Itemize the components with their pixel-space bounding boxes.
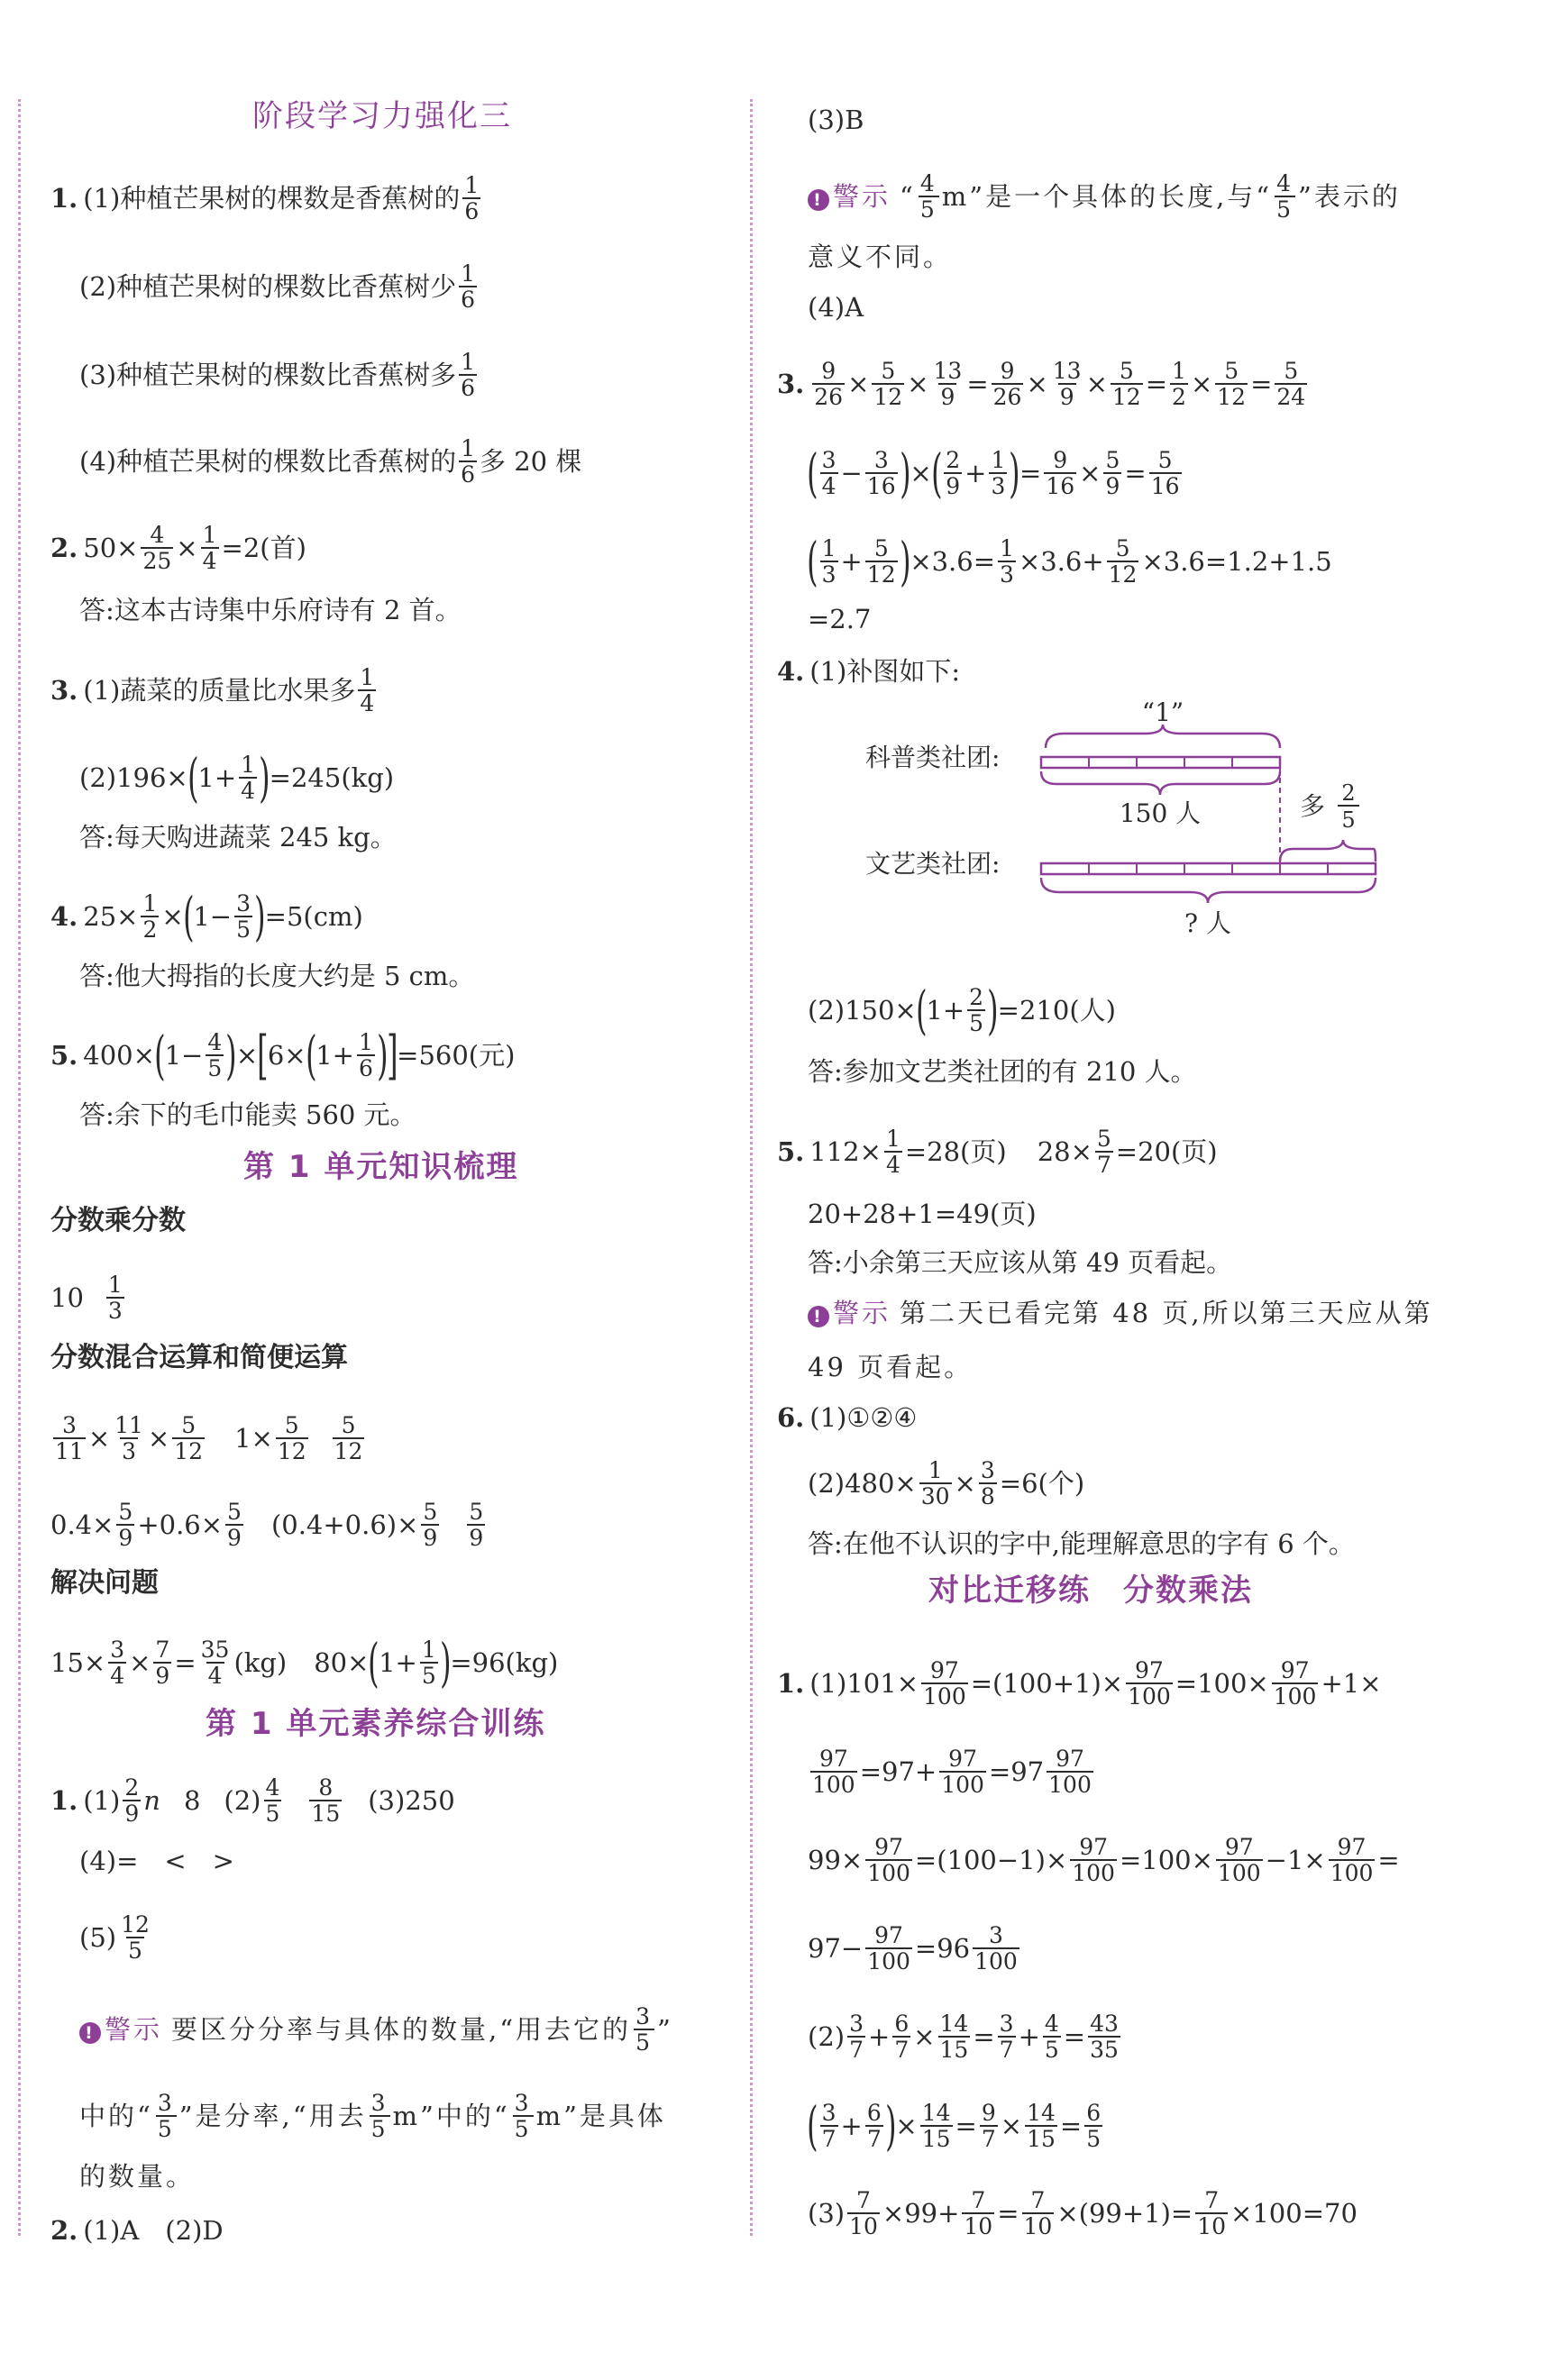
bracket: [ — [257, 1025, 269, 1086]
bracket: ( — [930, 442, 943, 504]
fraction: $\frac{3}{16}$ — [866, 447, 896, 499]
text: 1+ — [197, 762, 237, 793]
fraction: $\frac{3}{7}$ — [849, 2011, 864, 2063]
text: =245(kg) — [269, 762, 395, 793]
bracket: ( — [305, 1025, 317, 1086]
s2-line1: $\frac{3}{11}$ × $\frac{11}{3}$ × $\frac{5}{12}$ 1× $\frac{5}{12}$ $\frac{5}{12}$ — [55, 1412, 363, 1464]
fraction: $\frac{1}{2}$ — [1172, 358, 1186, 410]
arts-bar — [1041, 863, 1376, 874]
text: × — [161, 901, 184, 932]
diagram-label-science: 科普类社团: — [865, 743, 1001, 772]
q3-line4: =2.7 — [808, 604, 872, 634]
q3-line2 — [79, 747, 395, 808]
fraction: $\frac{5}{9}$ — [227, 1499, 242, 1551]
fraction: $\frac{5}{12}$ — [174, 1412, 204, 1464]
warning-label: 警示 — [833, 1298, 891, 1328]
fraction: $\frac{11}{3}$ — [114, 1412, 143, 1464]
diagram-question-label: ? 人 — [1184, 908, 1231, 938]
fraction: $\frac{1}{6}$ — [461, 435, 475, 488]
fraction: $\frac{1}{4}$ — [885, 1126, 900, 1178]
text: 15× — [50, 1647, 106, 1678]
q4-answer: 答:参加文艺类社团的有 210 人。 — [808, 1056, 1197, 1087]
bracket: ( — [182, 886, 195, 947]
q3-answer: 答:每天购进蔬菜 245 kg。 — [79, 822, 397, 853]
subheading: 解决问题 — [50, 1567, 159, 1599]
bracket: ( — [807, 2095, 818, 2157]
t2-line — [50, 2215, 224, 2246]
fraction: $\frac{97}{100}$ — [867, 1922, 910, 1974]
fraction: $\frac{35}{4}$ — [200, 1637, 230, 1689]
subheading: 分数混合运算和简便运算 — [50, 1342, 348, 1373]
text: 多 20 棵 — [480, 446, 582, 477]
q-number: 2. — [50, 533, 78, 563]
fraction: $\frac{97}{100}$ — [1128, 1657, 1171, 1710]
fraction: $\frac{3}{100}$ — [974, 1922, 1018, 1974]
q-number: 1. — [50, 1785, 78, 1816]
text: 1− — [164, 1040, 204, 1071]
text: (1)种植芒果树的棵数是香蕉树的 — [83, 183, 461, 214]
text: +0.6× — [137, 1509, 224, 1540]
q1-line2 — [79, 261, 480, 312]
c1-line3: 99× $\frac{97}{100}$ =(100−1)× $\frac{97}{100}$ =100× $\frac{97}{100}$ −1× $\frac{97}{100}$ = — [808, 1834, 1400, 1886]
fraction: $\frac{97}{100}$ — [1273, 1657, 1317, 1710]
text: 1+ — [379, 1647, 417, 1678]
text: m”是一个具体的长度,与“ — [941, 181, 1273, 212]
fraction: $\frac{3}{5}$ — [370, 2090, 389, 2142]
t1-line3 — [79, 1912, 154, 1963]
text: m”中的“ — [392, 2101, 510, 2131]
fraction: $\frac{4}{5}$ — [1044, 2011, 1059, 2063]
fraction: $\frac{1}{3}$ — [821, 535, 836, 588]
fraction: $\frac{1}{6}$ — [461, 349, 475, 401]
q2-line — [50, 523, 306, 573]
text: =560(元) — [397, 1040, 516, 1071]
warning-note-1-line3: 的数量。 — [79, 2161, 196, 2192]
diagram-one-label: “1” — [1141, 698, 1184, 727]
fraction: $\frac{97}{100}$ — [867, 1834, 910, 1886]
fraction: $\frac{12}{5}$ — [121, 1911, 150, 1964]
bracket: ] — [386, 1025, 398, 1086]
text: 第二天已看完第 48 页,所以第三天应从第 — [900, 1298, 1433, 1328]
diagram-more-label: 多 — [1300, 791, 1326, 821]
fraction: $\frac{5}{9}$ — [1105, 447, 1120, 499]
fraction: $\frac{5}{12}$ — [1108, 535, 1138, 588]
fraction: $\frac{3}{5}$ — [157, 2090, 175, 2142]
alert-icon: ! — [808, 1306, 829, 1327]
q6-line1: 6. (1)①②④ — [777, 1402, 918, 1433]
fraction: $\frac{9}{16}$ — [1046, 447, 1075, 499]
q-number: 1. — [50, 183, 78, 214]
bracket: ) — [899, 442, 911, 504]
q-number: 1. — [777, 1668, 805, 1699]
fraction: $\frac{5}{12}$ — [277, 1412, 306, 1464]
bracket: ) — [376, 1025, 389, 1086]
bracket: ) — [987, 980, 999, 1041]
fraction: $\frac{3}{4}$ — [821, 447, 836, 499]
fraction: $\frac{5}{12}$ — [1111, 358, 1141, 410]
fraction: $\frac{1}{30}$ — [920, 1457, 950, 1509]
q5-line — [50, 1025, 516, 1086]
brace-more — [1280, 840, 1376, 862]
text: =2(首) — [221, 533, 306, 563]
fraction: $\frac{97}{100}$ — [1048, 1746, 1092, 1798]
text: × — [235, 1040, 259, 1071]
fraction: $\frac{7}{10}$ — [964, 2187, 993, 2239]
fraction: $\frac{13}{9}$ — [1052, 358, 1082, 410]
fraction: $\frac{97}{100}$ — [812, 1746, 855, 1798]
q3-line1 — [50, 665, 379, 716]
c1-line5: (2) $\frac{3}{7}$ + $\frac{6}{7}$ × $\frac{14}{15}$ = $\frac{3}{7}$ + $\frac{4}{5}$ = $\frac{43}{35}$ — [808, 2011, 1119, 2063]
q4-answer: 答:他大拇指的长度大约是 5 cm。 — [79, 961, 475, 991]
text: ” — [656, 2014, 673, 2045]
c1-line1: 1. (1)101× $\frac{97}{100}$ =(100+1)× $\frac{97}{100}$ =100× $\frac{97}{100}$ +1× — [777, 1657, 1382, 1710]
text: 10 — [50, 1282, 84, 1313]
text: (3)种植芒果树的棵数比香蕉树多 — [79, 360, 457, 390]
q-number: 4. — [777, 656, 805, 687]
fraction: $\frac{97}{100}$ — [1217, 1834, 1261, 1886]
bracket: ) — [259, 747, 270, 808]
q1-line1 — [50, 173, 483, 223]
fraction: $\frac{7}{10}$ — [1197, 2187, 1227, 2239]
fraction: $\frac{6}{5}$ — [1086, 2100, 1102, 2152]
text: 1+ — [315, 1040, 354, 1071]
text: 400× — [83, 1040, 155, 1071]
fraction: $\frac{2}{5}$ — [969, 984, 984, 1036]
arts-ticks — [1089, 863, 1328, 874]
fraction: $\frac{7}{10}$ — [1023, 2187, 1053, 2239]
fraction: $\frac{3}{4}$ — [110, 1637, 125, 1689]
text: 8 — [183, 1785, 201, 1816]
text: 6× — [267, 1040, 306, 1071]
c1-line2: $\frac{97}{100}$ =97+ $\frac{97}{100}$ =97 $\frac{97}{100}$ — [812, 1746, 1092, 1798]
fraction: $\frac{5}{24}$ — [1276, 358, 1306, 410]
fraction: $\frac{5}{9}$ — [469, 1499, 484, 1551]
fraction: $\frac{3}{7}$ — [821, 2100, 836, 2152]
warning-note-2-line2: 意义不同。 — [808, 242, 953, 272]
text: 1− — [193, 901, 233, 932]
bracket: ) — [439, 1632, 452, 1693]
s1-values — [50, 1272, 127, 1323]
bracket: ( — [915, 980, 928, 1041]
fraction: $\frac{8}{15}$ — [311, 1774, 341, 1827]
fraction: $\frac{5}{12}$ — [1217, 358, 1247, 410]
fraction: $\frac{1}{4}$ — [202, 522, 217, 574]
bracket: ) — [225, 1025, 237, 1086]
fraction: $\frac{4}{5}$ — [1276, 170, 1294, 223]
r-3b: (3)B — [808, 105, 864, 135]
fraction: $\frac{4}{5}$ — [919, 170, 937, 223]
brace-top — [1046, 725, 1280, 748]
fraction: $\frac{6}{7}$ — [866, 2100, 882, 2152]
warning-label: 警示 — [105, 2014, 163, 2045]
text: ”表示的 — [1298, 181, 1401, 212]
science-ticks — [1089, 757, 1232, 768]
fraction: $\frac{4}{25}$ — [142, 522, 172, 574]
fraction: $\frac{14}{15}$ — [1027, 2100, 1056, 2152]
bracket: ) — [254, 886, 266, 947]
fraction: $\frac{9}{26}$ — [814, 358, 844, 410]
c1-line6: ( $\frac{3}{7}$ + $\frac{6}{7}$ ) × $\frac{14}{15}$ = $\frac{9}{7}$ × $\frac{14}{15}$ = $\frac{6}{5}$ — [807, 2095, 1102, 2157]
fraction: $\frac{97}{100}$ — [1072, 1834, 1115, 1886]
q4-line — [50, 886, 363, 947]
q-number: 3. — [777, 369, 805, 399]
fraction: $\frac{1}{4}$ — [360, 664, 375, 716]
fraction: $\frac{1}{4}$ — [241, 752, 256, 804]
column-divider — [750, 99, 753, 2236]
text: (kg) — [233, 1647, 288, 1678]
text: (2) — [224, 1785, 261, 1816]
diagram-frac-den: 5 — [1341, 807, 1356, 833]
r-4a: (4)A — [808, 292, 864, 323]
fraction: $\frac{97}{100}$ — [1330, 1834, 1374, 1886]
fraction: $\frac{1}{5}$ — [421, 1637, 436, 1689]
text: n — [143, 1785, 160, 1816]
q3-line3: ( $\frac{1}{3}$ + $\frac{5}{12}$ ) ×3.6= $\frac{1}{3}$ ×3.6+ $\frac{5}{12}$ ×3.6=1.2+1.5 — [807, 531, 1332, 592]
text: =5(cm) — [264, 901, 363, 932]
fraction: $\frac{5}{7}$ — [1096, 1126, 1111, 1178]
q5-answer: 答:余下的毛巾能卖 560 元。 — [79, 1099, 416, 1130]
q1-line4 — [79, 436, 581, 487]
text: (0.4+0.6)× — [270, 1509, 419, 1540]
bracket: ) — [899, 531, 911, 592]
q3-line2: ( $\frac{3}{4}$ − $\frac{3}{16}$ ) × ( $\frac{2}{9}$ + $\frac{1}{3}$ ) = $\frac{9}{16}$ × $\frac{5}{9}$ = $\frac{5}{16}$ — [807, 442, 1180, 504]
q-number: 4. — [50, 901, 78, 932]
text: 50× — [83, 533, 139, 563]
s3-line: 15× $\frac{3}{4}$ × $\frac{7}{9}$ = $\frac{35}{4}$ (kg) 80× ( 1+ $\frac{1}{5}$ ) =96(kg) — [50, 1632, 559, 1693]
fraction: $\frac{9}{7}$ — [981, 2100, 996, 2152]
s2-line2 — [50, 1500, 488, 1550]
fraction: $\frac{1}{3}$ — [991, 447, 1006, 499]
q1-line3 — [79, 350, 480, 400]
fraction: $\frac{3}{11}$ — [55, 1412, 84, 1464]
bracket: ) — [884, 2095, 897, 2157]
fraction: $\frac{13}{9}$ — [933, 358, 963, 410]
diagram-frac-num: 2 — [1341, 780, 1356, 806]
left-margin-line — [18, 99, 21, 2236]
fraction: $\frac{7}{9}$ — [155, 1637, 170, 1689]
text: (2)种植芒果树的棵数比香蕉树少 — [79, 271, 457, 302]
fraction: $\frac{4}{5}$ — [265, 1774, 280, 1827]
fraction: $\frac{5}{12}$ — [866, 535, 896, 588]
warning-note-1 — [79, 2004, 673, 2055]
t1-line1 — [50, 1775, 455, 1826]
fraction: $\frac{1}{2}$ — [142, 890, 158, 943]
section-title: 阶段学习力强化三 — [252, 98, 512, 134]
unit-title-2: 第 1 单元素养综合训练 — [206, 1706, 546, 1742]
fraction: $\frac{3}{8}$ — [980, 1457, 995, 1509]
fraction: $\frac{1}{6}$ — [358, 1029, 373, 1081]
q-number: 2. — [50, 2215, 78, 2246]
q-number: 5. — [50, 1040, 78, 1071]
bracket: ( — [187, 747, 199, 808]
fraction: $\frac{97}{100}$ — [923, 1657, 966, 1710]
fraction: $\frac{5}{16}$ — [1150, 447, 1180, 499]
text: 中的“ — [79, 2101, 153, 2131]
bracket: ( — [807, 442, 818, 504]
t1-line2: (4)= < > — [79, 1846, 234, 1876]
q6-answer: 答:在他不认识的字中,能理解意思的字有 6 个。 — [808, 1528, 1355, 1559]
fraction: $\frac{3}{5}$ — [514, 2090, 532, 2142]
q-number: 5. — [777, 1136, 805, 1167]
text: 1× — [234, 1423, 273, 1454]
bracket: ( — [154, 1025, 166, 1086]
text: (4)种植芒果树的棵数比香蕉树的 — [79, 446, 457, 477]
fraction: $\frac{5}{9}$ — [423, 1499, 438, 1551]
fraction: $\frac{3}{5}$ — [635, 2003, 653, 2056]
text: 要区分分率与具体的数量,“用去它的 — [171, 2014, 632, 2045]
brace-question — [1041, 878, 1376, 903]
bracket: ( — [807, 531, 818, 592]
text: (1)蔬菜的质量比水果多 — [83, 675, 356, 706]
q5-line1: 5. 112× $\frac{1}{4}$ =28(页) 28× $\frac{5}{7}$ =20(页) — [777, 1126, 1218, 1178]
fraction: $\frac{9}{26}$ — [992, 358, 1022, 410]
q-number: 3. — [50, 675, 78, 706]
fraction: $\frac{4}{5}$ — [207, 1029, 223, 1081]
warning-note-3-line2: 49 页看起。 — [808, 1352, 974, 1382]
q-number: 6. — [777, 1402, 805, 1433]
q4-line2: (2)150× ( 1+ $\frac{2}{5}$ ) =210(人) — [808, 980, 1116, 1041]
c1-line7: (3) $\frac{7}{10}$ ×99+ $\frac{7}{10}$ = $\frac{7}{10}$ ×(99+1)= $\frac{7}{10}$ ×100=70 — [808, 2187, 1358, 2239]
text: (3)250 — [368, 1785, 455, 1816]
fraction: $\frac{43}{35}$ — [1090, 2011, 1119, 2063]
q3-line1: 3. $\frac{9}{26}$ × $\frac{5}{12}$ × $\frac{13}{9}$ = $\frac{9}{26}$ × $\frac{13}{9}$ × $\frac{5}{12}$ = $\frac{1}{2}$ × $\frac{5}{12}$ = $\frac{5}{24}$ — [777, 358, 1306, 410]
alert-icon: ! — [808, 189, 829, 211]
bracket: ( — [368, 1632, 379, 1693]
warning-label: 警示 — [833, 181, 891, 212]
q2-answer: 答:这本古诗集中乐府诗有 2 首。 — [79, 595, 462, 625]
fraction: $\frac{6}{7}$ — [894, 2011, 910, 2063]
fraction: $\frac{7}{10}$ — [849, 2187, 878, 2239]
fraction: $\frac{3}{7}$ — [999, 2011, 1014, 2063]
unit-title: 第 1 单元知识梳理 — [243, 1149, 519, 1185]
alert-icon: ! — [79, 2022, 101, 2044]
text: 25× — [83, 901, 139, 932]
fraction: $\frac{1}{6}$ — [461, 260, 475, 313]
brace-150 — [1041, 771, 1280, 795]
q6-line2: (2)480× $\frac{1}{30}$ × $\frac{3}{8}$ =6(个) — [808, 1457, 1085, 1509]
text: 0.4× — [50, 1509, 114, 1540]
q4-line1 — [777, 656, 960, 687]
text: (1)补图如下: — [809, 656, 961, 687]
fraction: $\frac{3}{5}$ — [236, 890, 251, 943]
subheading: 分数乘分数 — [50, 1205, 186, 1236]
c1-line4: 97− $\frac{97}{100}$ =96 $\frac{3}{100}$ — [808, 1922, 1018, 1974]
diagram-150-label: 150 人 — [1119, 798, 1202, 828]
fraction: $\frac{5}{9}$ — [118, 1499, 133, 1551]
fraction: $\frac{5}{12}$ — [873, 358, 903, 410]
text: “ — [900, 181, 916, 212]
science-bar — [1041, 757, 1280, 768]
fraction: $\frac{1}{3}$ — [1000, 535, 1014, 588]
text: =96(kg) — [450, 1647, 559, 1678]
q5-line2: 20+28+1=49(页) — [808, 1199, 1037, 1229]
diagram-label-arts: 文艺类社团: — [865, 849, 1001, 879]
section-title-2: 对比迁移练 分数乘法 — [928, 1573, 1253, 1609]
warning-note-2 — [808, 171, 1401, 222]
warning-note-1-line2 — [79, 2091, 666, 2141]
text: m”是具体 — [535, 2101, 666, 2131]
q5-answer: 答:小余第三天应该从第 49 页看起。 — [808, 1247, 1233, 1278]
text: (5) — [79, 1922, 117, 1953]
fraction: $\frac{2}{9}$ — [124, 1774, 140, 1827]
fraction: $\frac{14}{15}$ — [921, 2100, 951, 2152]
warning-note-3 — [808, 1298, 1433, 1328]
fraction: $\frac{1}{3}$ — [107, 1272, 123, 1324]
text: 80× — [314, 1647, 370, 1678]
fraction: $\frac{2}{9}$ — [946, 447, 961, 499]
fraction: $\frac{5}{12}$ — [334, 1412, 363, 1464]
fraction: $\frac{97}{100}$ — [941, 1746, 984, 1798]
fraction: $\frac{1}{6}$ — [464, 172, 480, 224]
text: (1) — [83, 1785, 121, 1816]
bracket: ) — [1009, 442, 1020, 504]
line-segment-diagram — [856, 694, 1433, 955]
fraction: $\frac{14}{15}$ — [939, 2011, 969, 2063]
text: × — [176, 533, 198, 563]
text: ”是分率,“用去 — [178, 2101, 367, 2131]
text: (1)A (2)D — [83, 2215, 224, 2246]
text: (2)196× — [79, 762, 188, 793]
